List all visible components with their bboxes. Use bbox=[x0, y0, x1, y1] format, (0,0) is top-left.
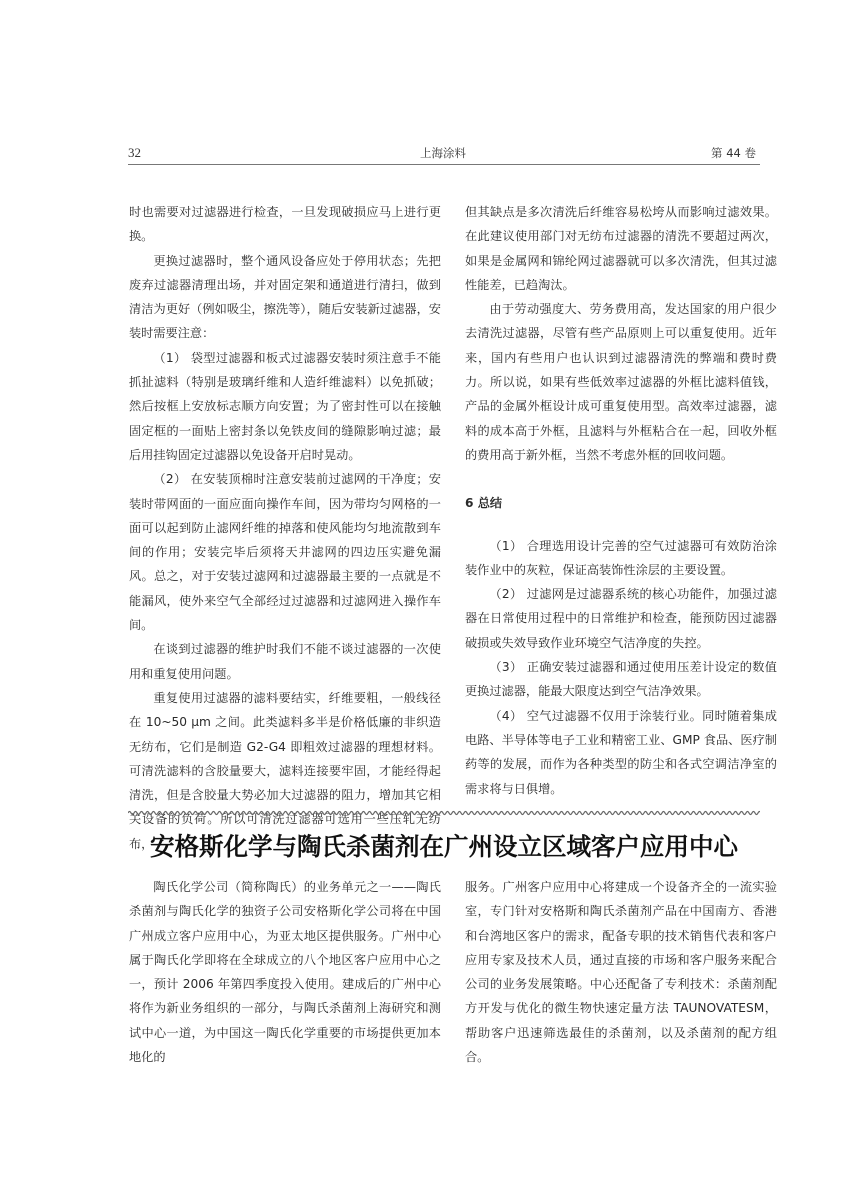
paragraph: （1） 袋型过滤器和板式过滤器安装时须注意手不能抓扯滤料（特别是玻璃纤维和人造纤维滤料）以免抓破；然后按框上安放标志顺方向安置；为了密封性可以在接触固定框的一面贴上密封条以免铁皮间的缝隙影响过滤；最后用挂钩固定过滤器以免设备开启时晃动。 bbox=[129, 350, 441, 462]
volume-label: 第 44 卷 bbox=[711, 146, 756, 160]
header-rule bbox=[128, 164, 760, 165]
paragraph: 由于劳动强度大、劳务费用高，发达国家的用户很少去清洗过滤器，尽管有些产品原则上可以重复使用。近年来，国内有些用户也认识到过滤器清洗的弊端和费时费力。所以说，如果有些低效率过滤器的外框比滤料值钱，产品的金属外框设计成可重复使用型。高效率过滤器，滤料的成本高于外框，且滤料与外框粘合在一起，回收外框的费用高于新外框，当然不考虑外框的回收问题。 bbox=[465, 302, 777, 462]
wavy-divider bbox=[128, 809, 760, 817]
paragraph: 在谈到过滤器的维护时我们不能不谈过滤器的一次使用和重复使用问题。 bbox=[129, 642, 441, 681]
paragraph: 时也需要对过滤器进行检查，一旦发现破损应马上进行更换。 bbox=[129, 205, 441, 244]
paragraph: 重复使用过滤器的滤料要结实，纤维要粗，一般线径在 10~50 μm 之间。此类滤料多半是价格低廉的非织造无纺布，它们是制造 G2-G4 即粗效过滤器的理想材料。可清洗滤料的含胶量要大，滤料连接要牢固，才能经得起清洗，但是含胶量大势必加大过滤器的阻力，增加其它相关设备的负荷。所以可清洗过滤器可选用一些压轧无纺布， bbox=[129, 690, 441, 851]
page-number: 32 bbox=[128, 145, 141, 160]
news-right-column bbox=[465, 875, 777, 1069]
paragraph: （2） 过滤网是过滤器系统的核心功能件，加强过滤器在日常使用过程中的日常维护和检查，能预防因过滤器破损或失效导致作业环境空气洁净度的失控。 bbox=[465, 587, 777, 650]
paragraph: 服务。广州客户应用中心将建成一个设备齐全的一流实验室，专门针对安格斯和陶氏杀菌剂产品在中国南方、香港和台湾地区客户的需求，配备专职的技术销售代表和客户应用专家及技术人员，通过直接的市场和客户服务来配合公司的业务发展策略。中心还配备了专利技术：杀菌剂配方开发与优化的微生物快速定量方法 TAUNOVATESM，帮助客户迅速筛选最佳的杀菌剂，以及杀菌剂的配方组合。 bbox=[465, 880, 777, 1065]
paragraph: 陶氏化学公司（简称陶氏）的业务单元之一——陶氏杀菌剂与陶氏化学的独资子公司安格斯化学公司将在中国广州成立客户应用中心，为亚太地区提供服务。广州中心属于陶氏化学即将在全球成立的八个地区客户应用中心之一，预计 2006 年第四季度投入使用。建成后的广州中心将作为新业务组织的一部分，与陶氏杀菌剂上海研究和测试中心一道，为中国这一陶氏化学重要的市场提供更加本地化的 bbox=[129, 880, 441, 1065]
journal-name: 上海涂料 bbox=[420, 146, 466, 160]
paragraph: 更换过滤器时，整个通风设备应处于停用状态；先把废弃过滤器清理出场，并对固定架和通道进行清扫，做到清洁为更好（例如吸尘，擦洗等），随后安装新过滤器，安装时需要注意： bbox=[129, 253, 441, 341]
paragraph: （2） 在安装顶棉时注意安装前过滤网的干净度；安装时带网面的一面应面向操作车间，因为带均匀网格的一面可以起到防止滤网纤维的掉落和使风能均匀地流散到车间的作用；安装完毕后须将天井滤网的四边压实避免漏风。总之，对于安装过滤网和过滤器最主要的一点就是不能漏风，使外来空气全部经过过滤器和过滤网进入操作车间。 bbox=[129, 472, 441, 633]
paragraph: （3） 正确安装过滤器和通过使用压差计设定的数值更换过滤器，能最大限度达到空气洁净效果。 bbox=[465, 660, 777, 699]
paragraph: （4） 空气过滤器不仅用于涂装行业。同时随着集成电路、半导体等电子工业和精密工业、GMP 食品、医疗制药等的发展，而作为各种类型的防尘和各式空调洁净室的需求将与日俱增。 bbox=[465, 708, 777, 796]
upper-left-column bbox=[129, 200, 441, 856]
paragraph: 但其缺点是多次清洗后纤维容易松垮从而影响过滤效果。在此建议使用部门对无纺布过滤器的清洗不要超过两次，如果是金属网和锦纶网过滤器就可以多次清洗，但其过滤性能差，已趋淘汰。 bbox=[465, 205, 777, 292]
section-heading: 6 总结 bbox=[465, 496, 503, 511]
paragraph: （1） 合理选用设计完善的空气过滤器可有效防治涂装作业中的灰粒，保证高装饰性涂层的主要设置。 bbox=[465, 538, 777, 577]
upper-right-column bbox=[465, 200, 777, 801]
news-title: 安格斯化学与陶氏杀菌剂在广州设立区域客户应用中心 bbox=[150, 832, 738, 861]
news-left-column bbox=[129, 875, 441, 1069]
